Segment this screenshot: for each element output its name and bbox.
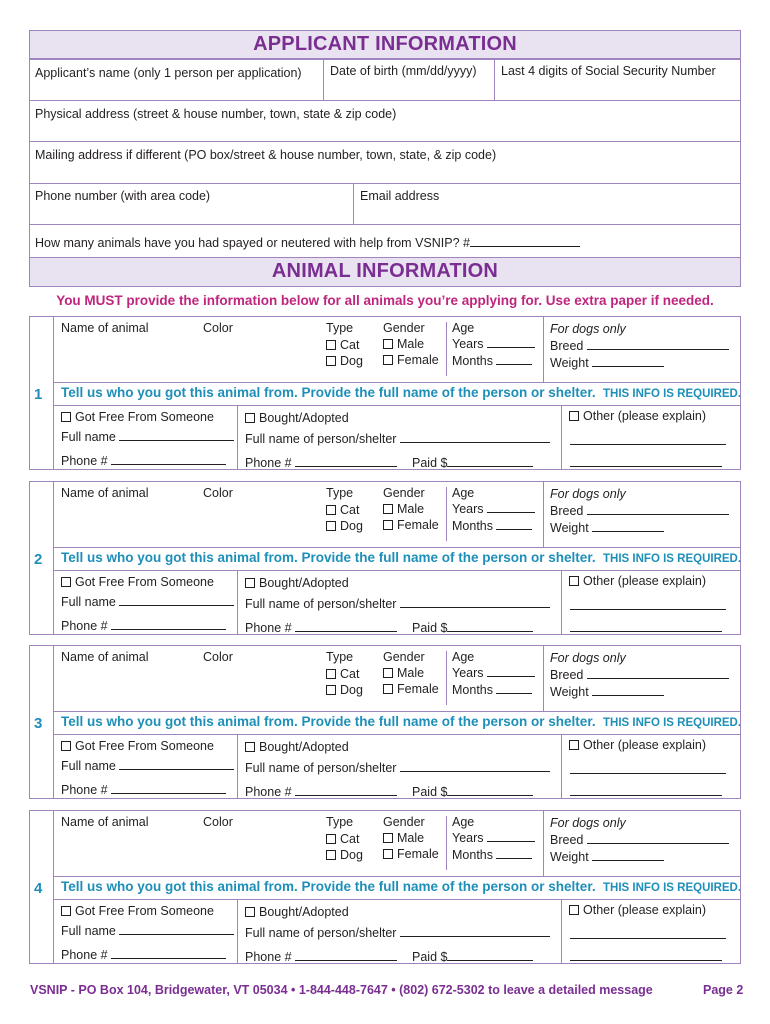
bought-full-name-line[interactable] [400,607,550,608]
other-label: Other (please explain) [583,574,706,588]
breed-field [550,504,729,518]
number-column-divider [53,645,54,799]
bought-full-name [245,432,550,446]
required-note: THIS INFO IS REQUIRED. [603,717,742,729]
months-line[interactable] [496,364,532,365]
gender-male-option[interactable] [383,831,424,845]
animal-block-4 [0,810,770,970]
tell-us-text: Tell us who you got this animal from. Provide the full name of the person or shelter. [61,550,596,565]
type-cat-option[interactable] [326,667,359,681]
age-years [452,666,535,680]
age-divider [446,651,447,705]
bought-phone-line[interactable] [295,631,397,632]
bought-checkbox[interactable] [245,742,255,752]
got-free-option[interactable] [61,739,214,753]
source-row-divider [53,570,741,571]
dogs-only-divider [543,316,544,382]
months-line[interactable] [496,529,532,530]
source-row-divider [53,734,741,735]
age-divider [446,487,447,541]
free-phone-line[interactable] [111,793,226,794]
got-free-checkbox[interactable] [61,741,71,751]
male-label: Male [397,666,425,680]
got-free-option[interactable] [61,410,214,424]
paid-label: Paid $ [412,621,448,635]
type-dog-option[interactable] [326,519,363,533]
bought-option[interactable] [245,411,349,425]
female-checkbox[interactable] [383,520,393,530]
dog-checkbox[interactable] [326,685,336,695]
animal-name-label: Name of animal [61,321,149,335]
bought-divider [561,734,562,799]
free-phone-label: Phone # [61,783,108,797]
dog-checkbox[interactable] [326,356,336,366]
years-line[interactable] [487,347,535,348]
free-phone-label: Phone # [61,948,108,962]
gender-female-option[interactable] [383,847,439,861]
email-label: Email address [360,189,440,203]
color-label: Color [203,650,233,664]
paid-label: Paid $ [412,456,448,470]
age-label: Age [452,321,475,335]
weight-field [550,685,664,699]
free-divider [237,734,238,799]
tell-us-row [61,549,741,567]
tell-us-row [61,878,741,896]
full-name-label: Full name [61,759,116,773]
other-checkbox[interactable] [569,905,579,915]
weight-field [550,356,664,370]
bought-full-name-line[interactable] [400,442,550,443]
ssn-label: Last 4 digits of Social Security Number [501,64,716,78]
age-label: Age [452,815,475,829]
type-cat-option[interactable] [326,832,359,846]
bought-divider [561,899,562,964]
got-free-checkbox[interactable] [61,412,71,422]
cat-checkbox[interactable] [326,340,336,350]
other-checkbox[interactable] [569,411,579,421]
bought-full-name [245,761,550,775]
bought-phone [245,950,397,964]
breed-line[interactable] [587,843,729,844]
other-option[interactable] [569,574,706,588]
weight-label: Weight [550,685,589,699]
top-row-divider [53,711,741,712]
age-label: Age [452,486,475,500]
free-full-name [61,759,234,773]
gender-male-option[interactable] [383,666,424,680]
paid-label: Paid $ [412,785,448,799]
male-label: Male [397,502,425,516]
dog-label: Dog [340,519,363,533]
dog-checkbox[interactable] [326,521,336,531]
age-months [452,519,532,533]
type-cat-option[interactable] [326,338,359,352]
bought-label: Bought/Adopted [259,576,349,590]
bought-phone [245,621,397,635]
free-full-name [61,430,234,444]
got-free-checkbox[interactable] [61,906,71,916]
bought-label: Bought/Adopted [259,740,349,754]
bought-full-name-line[interactable] [400,771,550,772]
type-dog-option[interactable] [326,354,363,368]
paid-line[interactable] [447,466,533,467]
other-line-1[interactable] [570,773,726,774]
tell-us-text: Tell us who you got this animal from. Provide the full name of the person or shelter. [61,714,596,729]
age-divider [446,816,447,870]
bought-phone-line[interactable] [295,466,397,467]
other-option[interactable] [569,738,706,752]
full-name-person-label: Full name of person/shelter [245,761,397,775]
breed-line[interactable] [587,514,729,515]
bought-checkbox[interactable] [245,578,255,588]
free-phone [61,948,226,962]
bought-phone-label: Phone # [245,456,292,470]
dogs-only-divider [543,481,544,547]
type-dog-option[interactable] [326,848,363,862]
male-checkbox[interactable] [383,339,393,349]
got-free-option[interactable] [61,904,214,918]
age-months [452,848,532,862]
months-label: Months [452,848,493,862]
full-name-label: Full name [61,595,116,609]
bought-label: Bought/Adopted [259,411,349,425]
cat-checkbox[interactable] [326,669,336,679]
bought-full-name [245,597,550,611]
dogs-only-divider [543,645,544,711]
months-label: Months [452,519,493,533]
type-dog-option[interactable] [326,683,363,697]
free-full-name-line[interactable] [119,440,234,441]
weight-line[interactable] [592,860,664,861]
male-label: Male [397,337,425,351]
other-option[interactable] [569,903,706,917]
bought-full-name [245,926,550,940]
dog-label: Dog [340,848,363,862]
dog-label: Dog [340,354,363,368]
breed-line[interactable] [587,349,729,350]
vsnip-count-text: How many animals have you had spayed or neutered with help from VSNIP? # [35,236,470,250]
animal-number: 1 [34,386,43,403]
years-label: Years [452,666,484,680]
color-label: Color [203,486,233,500]
paid-field [412,456,533,470]
number-column-divider [53,810,54,964]
age-years [452,337,535,351]
weight-field [550,850,664,864]
animal-number: 2 [34,551,43,568]
applicant-name-label: Applicant’s name (only 1 person per application) [35,66,302,80]
male-checkbox[interactable] [383,833,393,843]
free-phone-label: Phone # [61,619,108,633]
months-label: Months [452,354,493,368]
free-full-name [61,924,234,938]
animal-name-label: Name of animal [61,486,149,500]
required-note: THIS INFO IS REQUIRED. [603,882,742,894]
paid-field [412,950,533,964]
gender-female-option[interactable] [383,518,439,532]
other-label: Other (please explain) [583,738,706,752]
bought-phone-line[interactable] [295,960,397,961]
type-label: Type [326,321,354,335]
dogs-only-label: For dogs only [550,651,626,665]
bought-option[interactable] [245,905,349,919]
other-line-1[interactable] [570,444,726,445]
source-row-divider [53,405,741,406]
paid-line[interactable] [447,631,533,632]
bought-label: Bought/Adopted [259,905,349,919]
breed-label: Breed [550,504,584,518]
bought-phone [245,785,397,799]
top-row-divider [53,547,741,548]
tell-us-text: Tell us who you got this animal from. Provide the full name of the person or shelter. [61,879,596,894]
years-label: Years [452,831,484,845]
weight-field [550,521,664,535]
free-phone-label: Phone # [61,454,108,468]
type-label: Type [326,486,354,500]
breed-label: Breed [550,833,584,847]
bought-phone-label: Phone # [245,785,292,799]
applicant-title: APPLICANT INFORMATION [253,33,517,55]
other-label: Other (please explain) [583,409,706,423]
other-option[interactable] [569,409,706,423]
months-line[interactable] [496,693,532,694]
required-note: THIS INFO IS REQUIRED. [603,553,742,565]
vsnip-count-label [35,236,580,250]
dogs-only-divider [543,810,544,876]
bought-full-name-line[interactable] [400,936,550,937]
free-phone [61,619,226,633]
animal-name-label: Name of animal [61,815,149,829]
color-label: Color [203,815,233,829]
animal-number: 4 [34,880,43,897]
type-cat-option[interactable] [326,503,359,517]
other-line-2[interactable] [570,795,722,796]
weight-line[interactable] [592,366,664,367]
female-label: Female [397,682,439,696]
other-checkbox[interactable] [569,576,579,586]
months-line[interactable] [496,858,532,859]
bought-divider [561,570,562,635]
female-checkbox[interactable] [383,684,393,694]
gender-female-option[interactable] [383,353,439,367]
age-years [452,502,535,516]
cat-label: Cat [340,503,360,517]
male-label: Male [397,831,425,845]
weight-label: Weight [550,521,589,535]
free-phone-line[interactable] [111,464,226,465]
years-label: Years [452,502,484,516]
gender-label: Gender [383,321,425,335]
breed-field [550,339,729,353]
free-phone [61,783,226,797]
paid-label: Paid $ [412,950,448,964]
full-name-label: Full name [61,924,116,938]
tell-us-row [61,713,741,731]
page-number: Page 2 [703,983,744,997]
paid-field [412,621,533,635]
breed-field [550,668,729,682]
age-months [452,683,532,697]
cat-checkbox[interactable] [326,505,336,515]
weight-label: Weight [550,850,589,864]
dogs-only-label: For dogs only [550,487,626,501]
male-checkbox[interactable] [383,668,393,678]
animal-block-1 [0,316,770,476]
weight-line[interactable] [592,531,664,532]
other-line-2[interactable] [570,960,722,961]
got-free-label: Got Free From Someone [75,739,214,753]
dob-label: Date of birth (mm/dd/yyyy) [330,64,477,78]
free-divider [237,405,238,470]
cat-checkbox[interactable] [326,834,336,844]
dogs-only-label: For dogs only [550,816,626,830]
breed-label: Breed [550,339,584,353]
got-free-label: Got Free From Someone [75,575,214,589]
months-label: Months [452,683,493,697]
breed-label: Breed [550,668,584,682]
bought-option[interactable] [245,576,349,590]
female-checkbox[interactable] [383,355,393,365]
physical-address-label: Physical address (street & house number, town, state & zip code) [35,107,397,121]
other-checkbox[interactable] [569,740,579,750]
years-line[interactable] [487,841,535,842]
weight-line[interactable] [592,695,664,696]
number-column-divider [53,316,54,470]
got-free-label: Got Free From Someone [75,410,214,424]
female-label: Female [397,518,439,532]
other-line-2[interactable] [570,631,722,632]
number-column-divider [53,481,54,635]
free-phone [61,454,226,468]
top-row-divider [53,876,741,877]
free-full-name-line[interactable] [119,769,234,770]
full-name-person-label: Full name of person/shelter [245,926,397,940]
female-label: Female [397,353,439,367]
full-name-person-label: Full name of person/shelter [245,597,397,611]
breed-line[interactable] [587,678,729,679]
other-line-2[interactable] [570,466,722,467]
phone-label: Phone number (with area code) [35,189,211,203]
animal-name-label: Name of animal [61,650,149,664]
years-label: Years [452,337,484,351]
free-phone-line[interactable] [111,958,226,959]
animal-title: ANIMAL INFORMATION [271,260,499,282]
breed-field [550,833,729,847]
age-label: Age [452,650,475,664]
got-free-label: Got Free From Someone [75,904,214,918]
bought-checkbox[interactable] [245,907,255,917]
paid-line[interactable] [447,795,533,796]
dog-label: Dog [340,683,363,697]
bought-option[interactable] [245,740,349,754]
bought-phone-label: Phone # [245,621,292,635]
gender-male-option[interactable] [383,337,424,351]
top-row-divider [53,382,741,383]
must-provide-note: You MUST provide the information below for all animals you’re applying for. Use extra paper if needed. [56,293,714,308]
bought-divider [561,405,562,470]
paid-field [412,785,533,799]
required-note: THIS INFO IS REQUIRED. [603,388,742,400]
bought-phone-label: Phone # [245,950,292,964]
full-name-label: Full name [61,430,116,444]
gender-female-option[interactable] [383,682,439,696]
cat-label: Cat [340,832,360,846]
full-name-person-label: Full name of person/shelter [245,432,397,446]
paid-line[interactable] [447,960,533,961]
female-label: Female [397,847,439,861]
mailing-address-label: Mailing address if different (PO box/street & house number, town, state, & zip code) [35,148,497,162]
free-full-name [61,595,234,609]
vsnip-count-line[interactable] [470,246,580,247]
other-line-1[interactable] [570,938,726,939]
cat-label: Cat [340,667,360,681]
weight-label: Weight [550,356,589,370]
tell-us-row [61,384,741,402]
free-divider [237,899,238,964]
free-divider [237,570,238,635]
other-line-1[interactable] [570,609,726,610]
type-label: Type [326,815,354,829]
gender-label: Gender [383,815,425,829]
got-free-checkbox[interactable] [61,577,71,587]
free-full-name-line[interactable] [119,605,234,606]
tell-us-text: Tell us who you got this animal from. Provide the full name of the person or shelter. [61,385,596,400]
gender-male-option[interactable] [383,502,424,516]
dog-checkbox[interactable] [326,850,336,860]
age-years [452,831,535,845]
years-line[interactable] [487,512,535,513]
female-checkbox[interactable] [383,849,393,859]
color-label: Color [203,321,233,335]
bought-phone-line[interactable] [295,795,397,796]
got-free-option[interactable] [61,575,214,589]
free-full-name-line[interactable] [119,934,234,935]
free-phone-line[interactable] [111,629,226,630]
gender-label: Gender [383,486,425,500]
cat-label: Cat [340,338,360,352]
gender-label: Gender [383,650,425,664]
other-label: Other (please explain) [583,903,706,917]
source-row-divider [53,899,741,900]
dogs-only-label: For dogs only [550,322,626,336]
age-divider [446,322,447,376]
age-months [452,354,532,368]
animal-block-2 [0,481,770,641]
years-line[interactable] [487,676,535,677]
bought-checkbox[interactable] [245,413,255,423]
male-checkbox[interactable] [383,504,393,514]
animal-block-3 [0,645,770,805]
animal-number: 3 [34,715,43,732]
footer-contact: VSNIP - PO Box 104, Bridgewater, VT 05034 • 1-844-448-7647 • (802) 672-5302 to leave a detailed message [30,983,653,997]
bought-phone [245,456,397,470]
type-label: Type [326,650,354,664]
